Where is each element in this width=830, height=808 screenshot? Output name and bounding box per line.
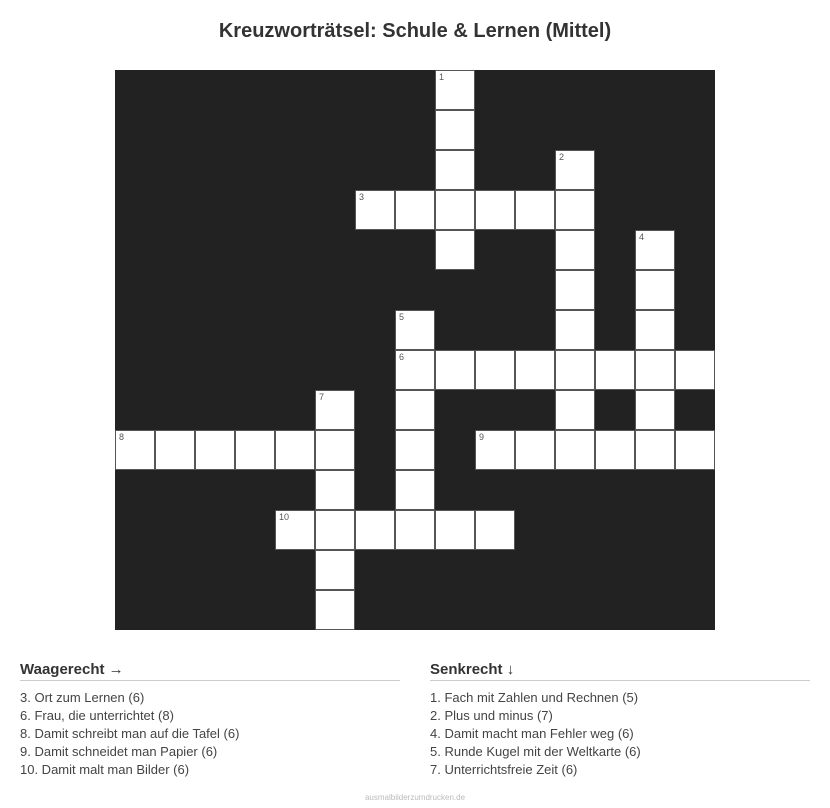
crossword-cell[interactable]	[635, 350, 675, 390]
crossword-cell[interactable]	[435, 150, 475, 190]
clue-across-item: 10. Damit malt man Bilder (6)	[20, 762, 190, 777]
crossword-cell[interactable]	[315, 510, 355, 550]
clue-down-item: 2. Plus und minus (7)	[430, 708, 553, 723]
crossword-cell[interactable]	[395, 510, 435, 550]
crossword-cell[interactable]	[555, 190, 595, 230]
clues-across-heading: Waagerecht →	[20, 661, 400, 681]
clue-number: 9	[479, 432, 485, 442]
crossword-cell[interactable]	[315, 390, 355, 430]
crossword-cell[interactable]	[395, 310, 435, 350]
crossword-grid	[115, 70, 715, 630]
page-title: Kreuzworträtsel: Schule & Lernen (Mittel)	[218, 20, 612, 42]
crossword-cell[interactable]	[155, 430, 195, 470]
clues-down-heading: Senkrecht ↓	[430, 661, 810, 681]
clue-across-item: 3. Ort zum Lernen (6)	[20, 690, 145, 705]
crossword-cell[interactable]	[675, 350, 715, 390]
crossword-cell[interactable]	[635, 430, 675, 470]
crossword-cell[interactable]	[555, 310, 595, 350]
clue-across-item: 8. Damit schreibt man auf die Tafel (6)	[20, 726, 240, 741]
clue-across-item: 9. Damit schneidet man Papier (6)	[20, 744, 218, 759]
crossword-cell[interactable]	[515, 350, 555, 390]
clue-down-item: 4. Damit macht man Fehler weg (6)	[430, 726, 634, 741]
clue-down-item: 7. Unterrichtsfreie Zeit (6)	[430, 762, 578, 777]
crossword-cell[interactable]	[275, 430, 315, 470]
clue-number: 2	[559, 152, 565, 162]
crossword-cell[interactable]	[395, 470, 435, 510]
crossword-cell[interactable]	[475, 510, 515, 550]
crossword-cell[interactable]	[435, 110, 475, 150]
crossword-cell[interactable]	[195, 430, 235, 470]
crossword-cell[interactable]	[395, 190, 435, 230]
crossword-cell[interactable]	[555, 390, 595, 430]
crossword-cell[interactable]	[315, 470, 355, 510]
crossword-cell[interactable]	[475, 190, 515, 230]
crossword-cell[interactable]	[395, 430, 435, 470]
clue-number: 8	[119, 432, 125, 442]
crossword-cell[interactable]	[315, 590, 355, 630]
crossword-cell[interactable]	[635, 310, 675, 350]
crossword-cell[interactable]	[675, 430, 715, 470]
clue-number: 4	[639, 232, 645, 242]
crossword-cell[interactable]	[555, 150, 595, 190]
crossword-cell[interactable]	[435, 190, 475, 230]
clue-across-item: 6. Frau, die unterrichtet (8)	[20, 708, 174, 723]
crossword-cell[interactable]	[555, 270, 595, 310]
crossword-cell[interactable]	[555, 430, 595, 470]
crossword-cell[interactable]	[435, 70, 475, 110]
crossword-cell[interactable]	[515, 430, 555, 470]
crossword-cell[interactable]	[115, 430, 155, 470]
crossword-cell[interactable]	[635, 270, 675, 310]
crossword-cell[interactable]	[435, 230, 475, 270]
crossword-cell[interactable]	[395, 390, 435, 430]
clues-down	[430, 661, 810, 779]
clue-number: 7	[319, 392, 325, 402]
crossword-cell[interactable]	[435, 510, 475, 550]
clue-number: 1	[439, 72, 445, 82]
crossword-cell[interactable]	[395, 350, 435, 390]
crossword-cell[interactable]	[355, 510, 395, 550]
clues-across	[20, 661, 400, 779]
crossword-cell[interactable]	[475, 430, 515, 470]
crossword-cell[interactable]	[555, 230, 595, 270]
crossword-cell[interactable]	[315, 430, 355, 470]
clue-number: 5	[399, 312, 405, 322]
clue-number: 6	[399, 352, 405, 362]
crossword-cell[interactable]	[595, 430, 635, 470]
crossword-cell[interactable]	[635, 390, 675, 430]
footer-credit: ausmalbilderzumdrucken.de	[364, 793, 466, 802]
clue-down-item: 1. Fach mit Zahlen und Rechnen (5)	[430, 690, 639, 705]
crossword-cell[interactable]	[475, 350, 515, 390]
clue-down-item: 5. Runde Kugel mit der Weltkarte (6)	[430, 744, 641, 759]
crossword-cell[interactable]	[555, 350, 595, 390]
clue-number: 10	[279, 512, 290, 522]
crossword-cell[interactable]	[435, 350, 475, 390]
crossword-cell[interactable]	[315, 550, 355, 590]
crossword-cell[interactable]	[235, 430, 275, 470]
crossword-cell[interactable]	[595, 350, 635, 390]
crossword-cell[interactable]	[515, 190, 555, 230]
crossword-cell[interactable]	[355, 190, 395, 230]
crossword-cell[interactable]	[635, 230, 675, 270]
clue-number: 3	[359, 192, 365, 202]
crossword-cell[interactable]	[275, 510, 315, 550]
